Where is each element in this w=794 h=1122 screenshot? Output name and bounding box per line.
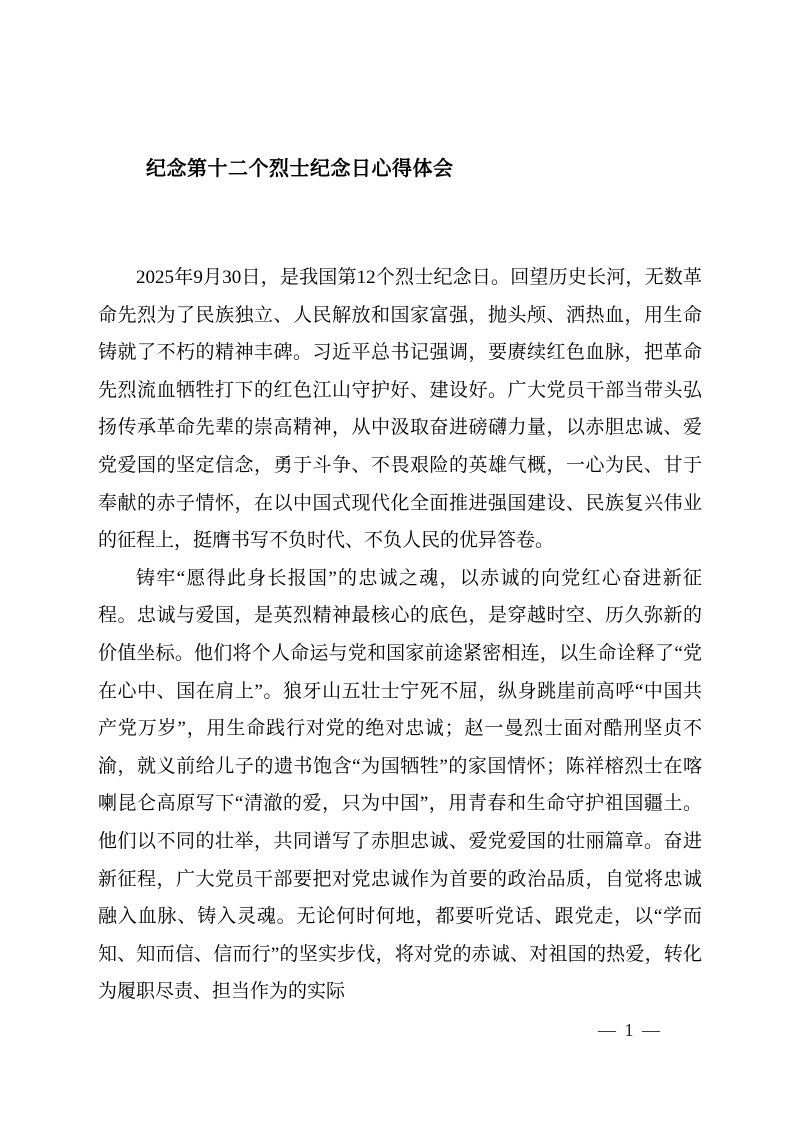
page-number: — 1 — (598, 1020, 662, 1040)
paragraph-2: 铸牢“愿得此身长报国”的忠诚之魂，以赤诚的向党红心奋进新征程。忠诚与爱国，是英烈精神最核心的底色，是穿越时空、历久弥新的价值坐标。他们将个人命运与党和国家前途紧密相连，以生命诠释了“党在心中、国在肩上”。狼牙山五壮士宁死不屈，纵身跳崖前高呼“中国共产党万岁”，用生命践行对党的绝对忠诚；赵一曼烈士面对酷刑坚贞不渝，就义前给儿子的遗书饱含“为国牺牲”的家国情怀；陈祥榕烈士在喀喇昆仑高原写下“清澈的爱，只为中国”，用青春和生命守护祖国疆土。他们以不同的壮举，共同谱写了赤胆忠诚、爱党爱国的壮丽篇章。奋进新征程，广大党员干部要把对党忠诚作为首要的政治品质，自觉将忠诚融入血脉、铸入灵魂。无论何时何地，都要听党话、跟党走，以“学而知、知而信、信而行”的坚实步伐，将对党的赤诚、对祖国的热爱，转化为履职尽责、担当作为的实际 (98, 567, 702, 1003)
paragraph-1: 2025年9月30日，是我国第12个烈士纪念日。回望历史长河，无数革命先烈为了民族独立、人民解放和国家富强，抛头颅、洒热血，用生命铸就了不朽的精神丰碑。习近平总书记强调，要赓续红色血脉，把革命先烈流血牺牲打下的红色江山守护好、建设好。广大党员干部当带头弘扬传承革命先辈的崇高精神，从中汲取奋进磅礴力量，以赤胆忠诚、爱党爱国的坚定信念，勇于斗争、不畏艰险的英雄气概，一心为民、甘于奉献的赤子情怀，在以中国式现代化全面推进强国建设、民族复兴伟业的征程上，挺膺书写不负时代、不负人民的优异答卷。 (98, 267, 702, 552)
document-title: 纪念第十二个烈士纪念日心得体会 (146, 158, 454, 180)
document-body (98, 259, 702, 1011)
